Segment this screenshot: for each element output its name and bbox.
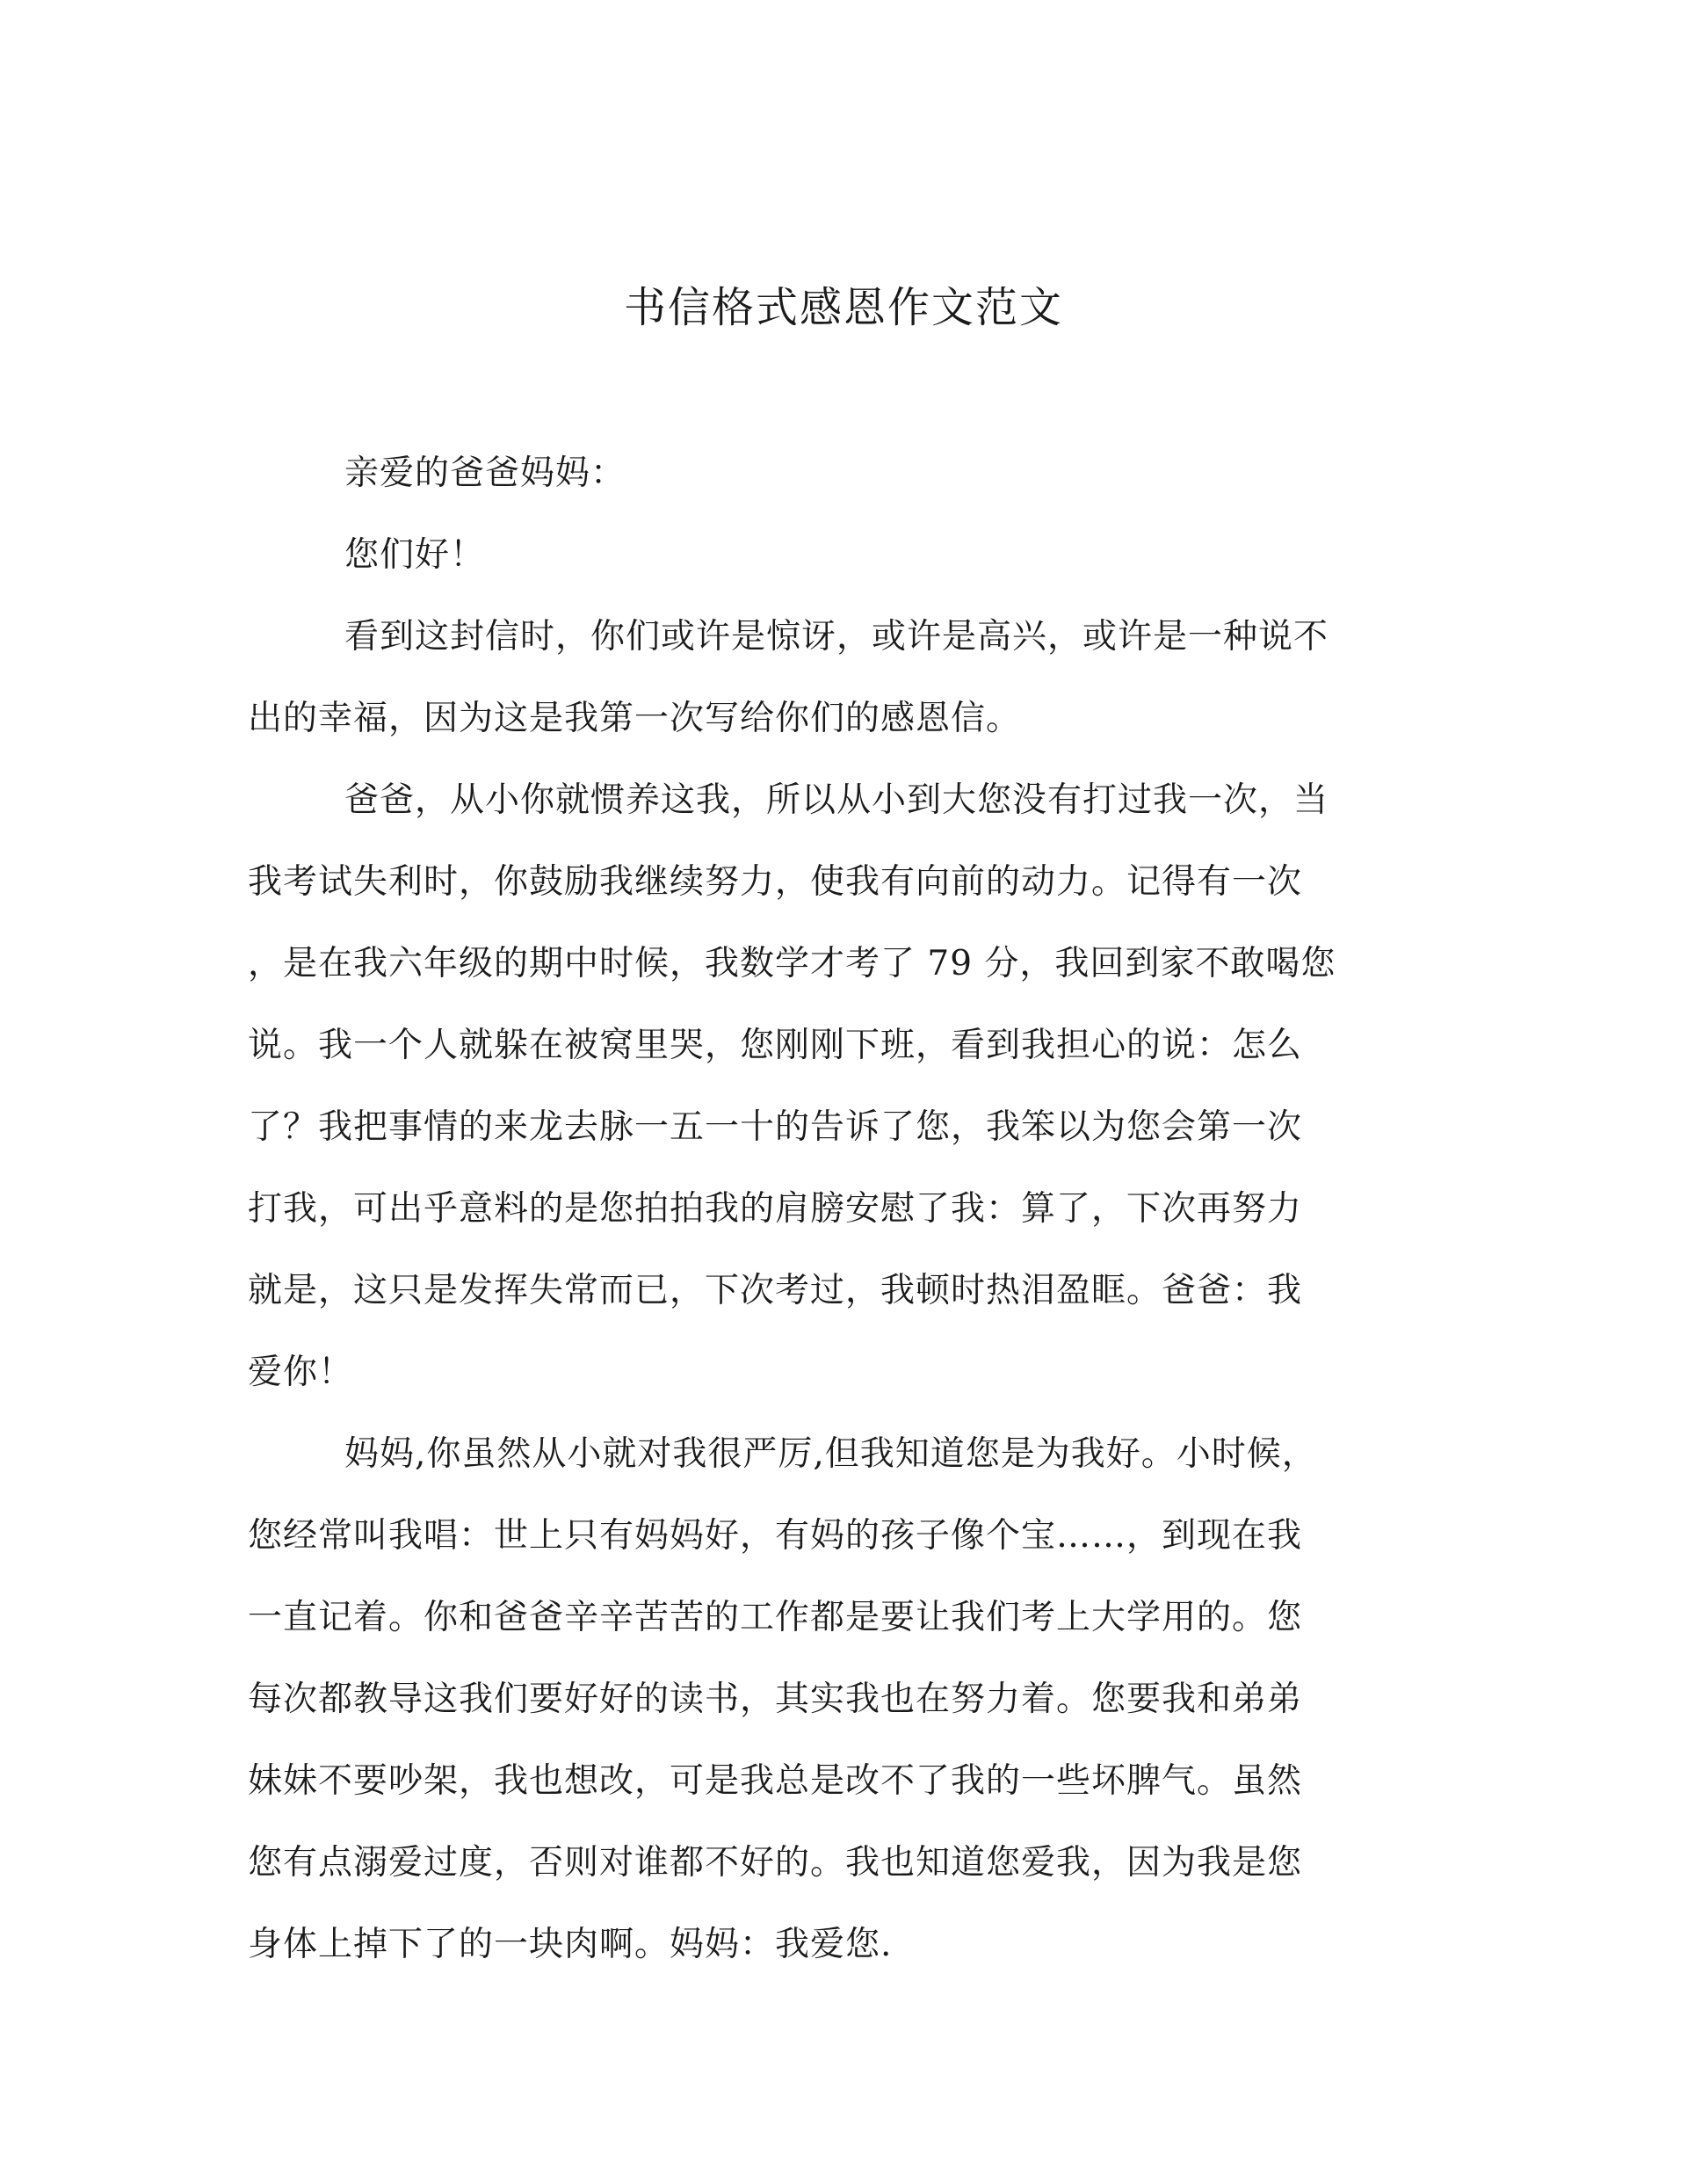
paragraph-line: 了？我把事情的来龙去脉一五一十的告诉了您，我笨以为您会第一次 <box>248 1107 1303 1147</box>
paragraph-line: 爸爸，从小你就惯养这我，所以从小到大您没有打过我一次，当 <box>344 780 1329 820</box>
paragraph-line: 您经常叫我唱：世上只有妈妈好，有妈的孩子像个宝……，到现在我 <box>248 1516 1303 1556</box>
paragraph-line: 看到这封信时，你们或许是惊讶，或许是高兴，或许是一种说不 <box>344 617 1329 657</box>
document-title: 书信格式感恩作文范文 <box>623 283 1063 332</box>
paragraph-line: 您有点溺爱过度，否则对谁都不好的。我也知道您爱我，因为我是您 <box>248 1843 1303 1883</box>
paragraph-line: 就是，这只是发挥失常而已，下次考过，我顿时热泪盈眶。爸爸：我 <box>248 1271 1303 1310</box>
letter-body <box>248 432 1425 1985</box>
paragraph-line: 妹妹不要吵架，我也想改，可是我总是改不了我的一些坏脾气。虽然 <box>248 1761 1303 1801</box>
paragraph-line: 每次都教导这我们要好好的读书，其实我也在努力着。您要我和弟弟 <box>248 1680 1303 1719</box>
salutation: 亲爱的爸爸妈妈： <box>344 453 626 493</box>
paragraph-line: 身体上掉下了的一块肉啊。妈妈：我爱您. <box>248 1925 893 1964</box>
paragraph-line: 打我，可出乎意料的是您拍拍我的肩膀安慰了我：算了，下次再努力 <box>248 1189 1303 1229</box>
paragraph-line: 一直记着。你和爸爸辛辛苦苦的工作都是要让我们考上大学用的。您 <box>248 1598 1303 1637</box>
greeting: 您们好！ <box>344 535 486 575</box>
paragraph-line: 说。我一个人就躲在被窝里哭，您刚刚下班，看到我担心的说：怎么 <box>248 1026 1303 1065</box>
paragraph-line: 出的幸福，因为这是我第一次写给你们的感恩信。 <box>248 699 1022 738</box>
paragraph-line: 爱你！ <box>248 1353 354 1392</box>
paragraph-line: ，是在我六年级的期中时候，我数学才考了 79 分，我回到家不敢喝您 <box>248 944 1336 983</box>
paragraph-line: 妈妈,你虽然从小就对我很严厉,但我知道您是为我好。小时候， <box>344 1434 1317 1474</box>
paragraph-line: 我考试失利时，你鼓励我继续努力，使我有向前的动力。记得有一次 <box>248 862 1303 902</box>
